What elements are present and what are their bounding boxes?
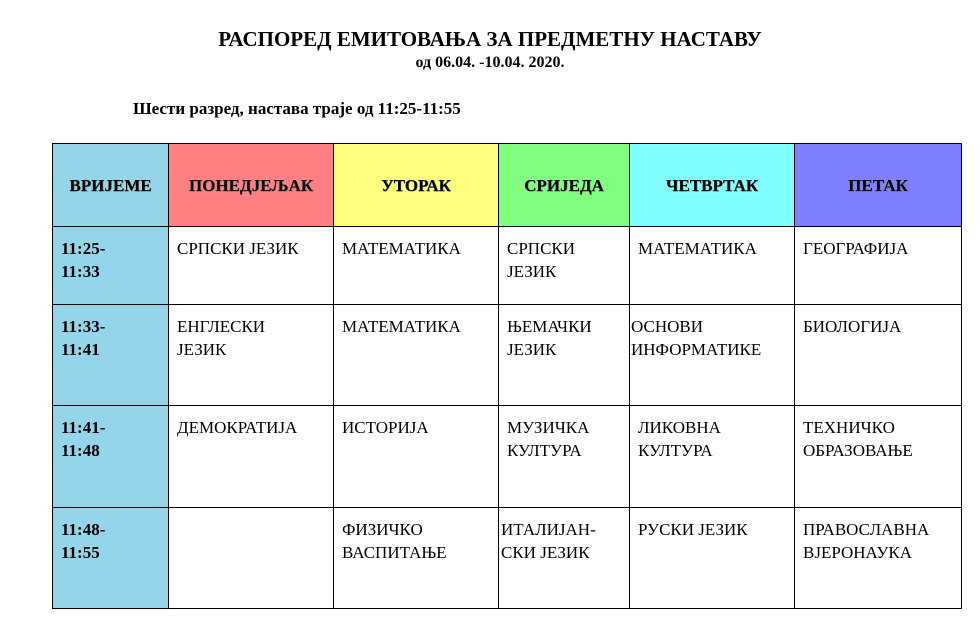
table-row (53, 305, 962, 406)
column-header-friday: ПЕТАК (795, 144, 962, 227)
table-cell: МАТЕМАТИКА (334, 227, 499, 305)
table-cell: СРПСКИ ЈЕЗИК (169, 227, 334, 305)
column-header-tuesday: УТОРАК (334, 144, 499, 227)
table-cell: ЛИКОВНА КУЛТУРА (630, 406, 795, 508)
table-cell: СРПСКИ ЈЕЗИК (499, 227, 630, 305)
table-cell: ПРАВОСЛАВНА ВЈЕРОНАУКА (795, 508, 962, 609)
grade-info: Шести разред, настава траје од 11:25-11:55 (133, 99, 461, 118)
date-range: од 06.04. -10.04. 2020. (415, 54, 565, 71)
table-cell: МУЗИЧКА КУЛТУРА (499, 406, 630, 508)
table-cell: ЕНГЛЕСКИ ЈЕЗИК (169, 305, 334, 406)
time-slot: 11:25- 11:33 (53, 227, 169, 305)
table-cell (169, 508, 334, 609)
document-title: РАСПОРЕД ЕМИТОВАЊА ЗА ПРЕДМЕТНУ НАСТАВУ (218, 27, 762, 51)
table-cell: ЊЕМАЧКИ ЈЕЗИК (499, 305, 630, 406)
column-header-wednesday: СРИЈЕДА (499, 144, 630, 227)
column-header-monday: ПОНЕДЈЕЉАК (169, 144, 334, 227)
table-row (53, 227, 962, 305)
table-cell: МАТЕМАТИКА (334, 305, 499, 406)
time-slot: 11:33- 11:41 (53, 305, 169, 406)
table-cell: БИОЛОГИЈА (795, 305, 962, 406)
table-cell: ГЕОГРАФИЈА (795, 227, 962, 305)
table-row (53, 406, 962, 508)
table-cell: МАТЕМАТИКА (630, 227, 795, 305)
table-cell: ОСНОВИ ИНФОРМАТИКЕ (630, 305, 795, 406)
table-row (53, 508, 962, 609)
time-slot: 11:41- 11:48 (53, 406, 169, 508)
table-cell: РУСКИ ЈЕЗИК (630, 508, 795, 609)
column-header-time: ВРИЈЕМЕ (53, 144, 169, 227)
table-cell: ИСТОРИЈА (334, 406, 499, 508)
column-header-thursday: ЧЕТВРТАК (630, 144, 795, 227)
header-row (53, 144, 962, 227)
time-slot: 11:48- 11:55 (53, 508, 169, 609)
table-cell: ФИЗИЧКО ВАСПИТАЊЕ (334, 508, 499, 609)
table-cell: ДЕМОКРАТИЈА (169, 406, 334, 508)
schedule-table (52, 143, 962, 609)
table-cell: ТЕХНИЧКО ОБРАЗОВАЊЕ (795, 406, 962, 508)
table-cell: ИТАЛИЈАН- СКИ ЈЕЗИК (499, 508, 630, 609)
